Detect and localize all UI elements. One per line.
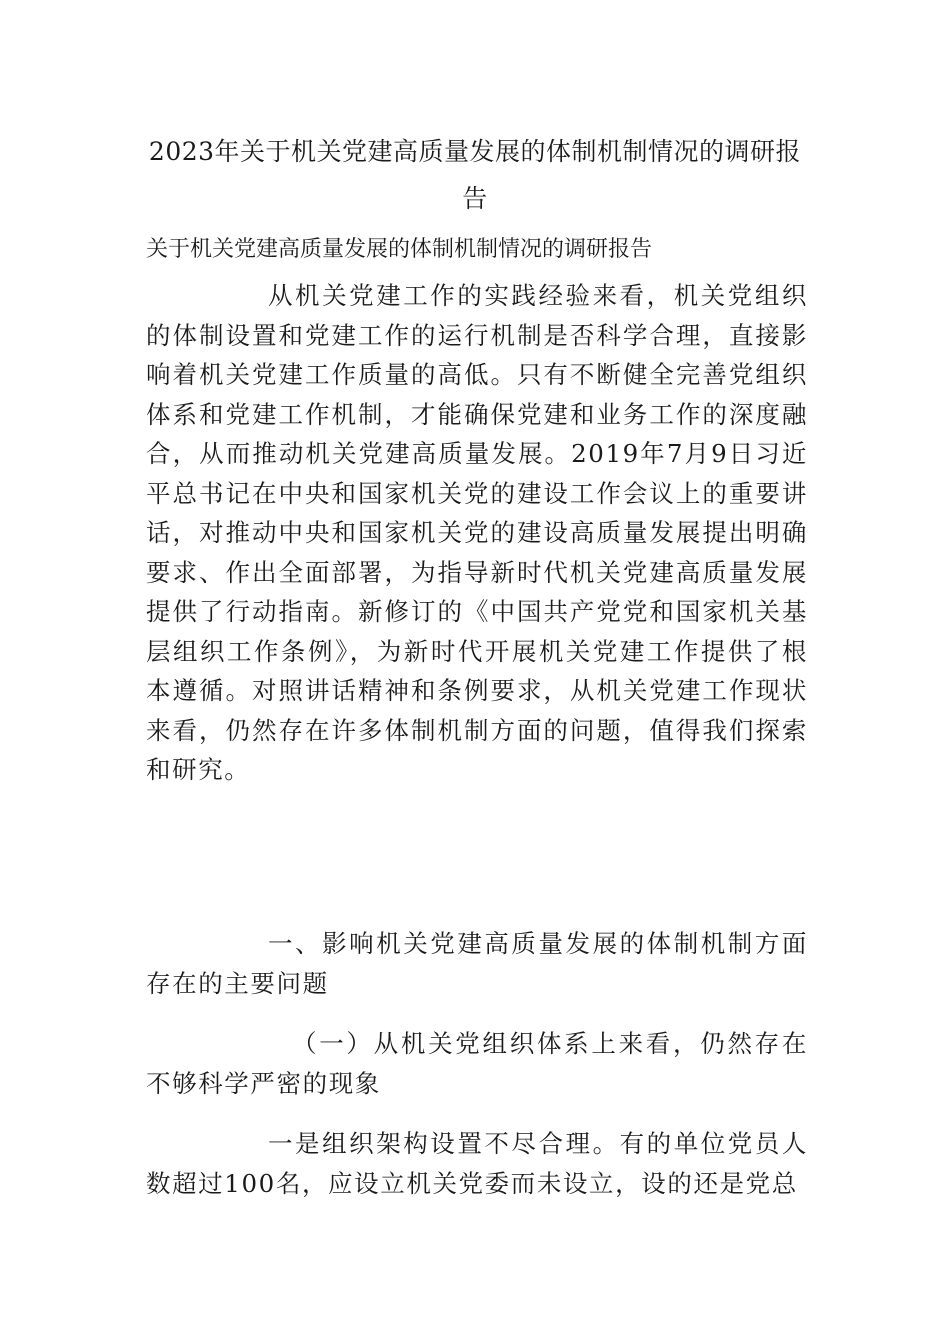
subsection-heading-1: （一）从机关党组织体系上来看，仍然存在不够科学严密的现象	[146, 1029, 808, 1098]
intro-paragraph: 从机关党建工作的实践经验来看，机关党组织的体制设置和党建工作的运行机制是否科学合理，直接影响着机关党建工作质量的高低。只有不断健全完善党组织体系和党建工作机制，才能确保党建和业务工作的深度融合，从而推动机关党建高质量发展。2019年7月9日习近平总书记在中央和国家机关党的建设工作会议上的重要讲话，对推动中央和国家机关党的建设高质量发展提出明确要求、作出全面部署，为指导新时代机关党建高质量发展提供了行动指南。新修订的《中国共产党党和国家机关基层组织工作条例》，为新时代开展机关党建工作提供了根本遵循。对照讲话精神和条例要求，从机关党建工作现状来看，仍然存在许多体制机制方面的问题，值得我们探索和研究。	[146, 281, 808, 784]
point-paragraph-1: 一是组织架构设置不尽合理。有的单位党员人数超过100名，应设立机关党委而未设立，设的还是党总	[146, 1129, 808, 1198]
section-heading-1: 一、影响机关党建高质量发展的体制机制方面存在的主要问题	[146, 929, 808, 998]
document-title: 2023年关于机关党建高质量发展的体制机制情况的调研报告	[148, 137, 802, 213]
document-subtitle: 关于机关党建高质量发展的体制机制情况的调研报告	[146, 237, 653, 262]
